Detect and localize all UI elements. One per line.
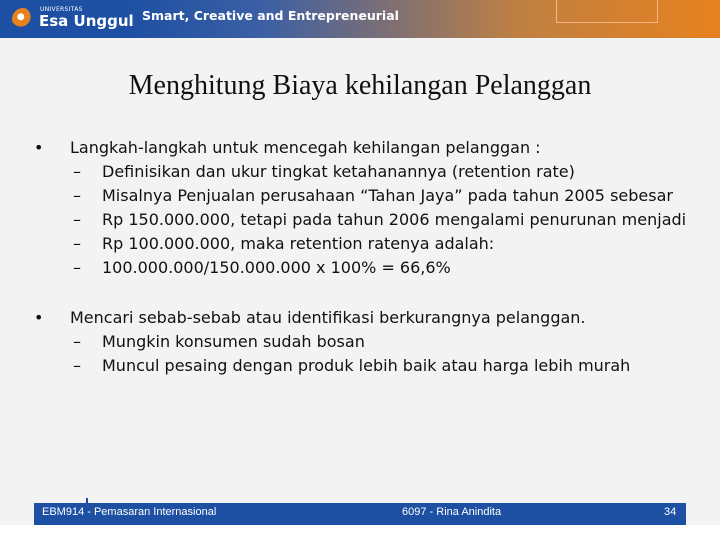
dash-icon: – (73, 356, 81, 375)
sub-item (30, 160, 690, 184)
footer-author: 6097 - Rina Anindita (402, 506, 502, 518)
sub-item-text: 100.000.000/150.000.000 x 100% = 66,6% (102, 258, 451, 277)
footer-course: EBM914 - Pemasaran Internasional (42, 506, 217, 518)
bullet-text: Mencari sebab-sebab atau identifikasi berkurangnya pelanggan. (70, 308, 586, 327)
header-decorative-box (556, 0, 658, 23)
sub-item (30, 184, 690, 208)
sub-item (30, 354, 690, 378)
dash-icon: – (73, 258, 81, 277)
logo-emblem-icon (12, 8, 34, 30)
sub-item-text: Muncul pesaing dengan produk lebih baik atau harga lebih murah (102, 356, 631, 375)
slide-title: Menghitung Biaya kehilangan Pelanggan (128, 70, 592, 101)
slide-content (30, 136, 690, 378)
footer-bottom-strip (0, 525, 720, 540)
dash-icon: – (73, 234, 81, 253)
sub-item (30, 330, 690, 354)
bullet-icon: • (34, 308, 44, 327)
spacer (30, 280, 690, 306)
bullet-text: Langkah-langkah untuk mencegah kehilangan pelanggan : (70, 138, 541, 157)
page-number: 34 (664, 506, 677, 518)
sub-item-text: Definisikan dan ukur tingkat ketahanannya (retention rate) (102, 162, 575, 181)
sub-item (30, 208, 690, 232)
sub-item-text: Rp 100.000.000, maka retention ratenya adalah: (102, 234, 495, 253)
logo-university-label: UNIVERSITAS (40, 6, 83, 13)
sub-item (30, 232, 690, 256)
dash-icon: – (73, 162, 81, 181)
sub-item-text: Mungkin konsumen sudah bosan (102, 332, 365, 351)
bullet-item (30, 306, 690, 330)
sub-item (30, 256, 690, 280)
university-logo[interactable] (12, 6, 134, 33)
bullet-item (30, 136, 690, 160)
sub-item-text: Misalnya Penjualan perusahaan “Tahan Jaya” pada tahun 2005 sebesar (102, 186, 673, 205)
dash-icon: – (73, 332, 81, 351)
bullet-icon: • (34, 138, 44, 157)
header-tagline: Smart, Creative and Entrepreneurial (142, 8, 399, 23)
dash-icon: – (73, 186, 81, 205)
sub-item-text: Rp 150.000.000, tetapi pada tahun 2006 mengalami penurunan menjadi (102, 210, 687, 229)
header-bar (0, 0, 720, 38)
dash-icon: – (73, 210, 81, 229)
logo-name: Esa Unggul (39, 12, 134, 30)
footer (0, 474, 720, 540)
